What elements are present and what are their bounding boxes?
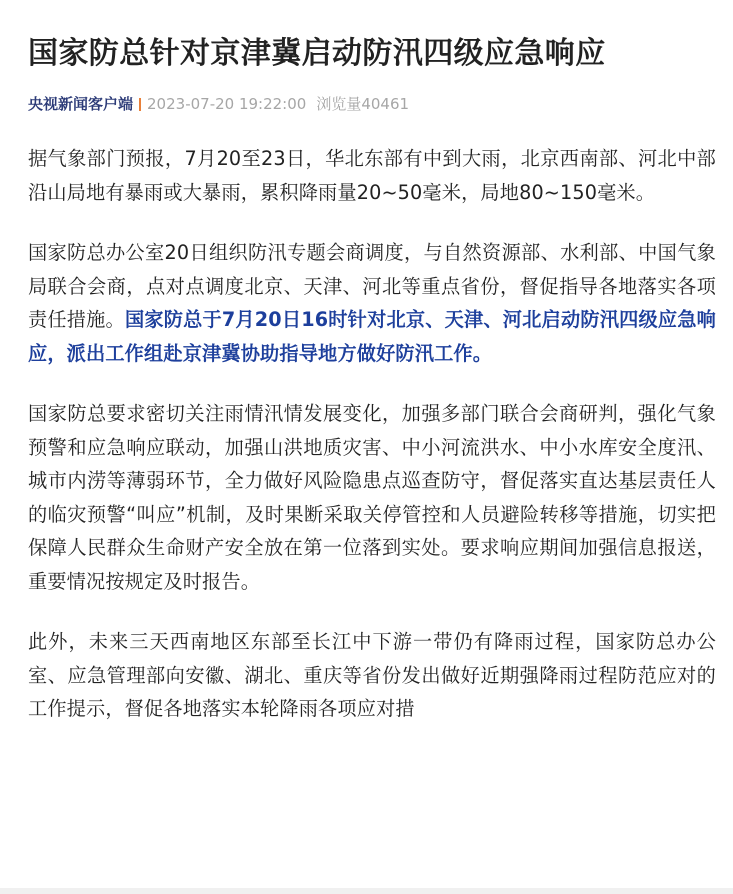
meta-separator <box>139 98 141 111</box>
paragraph-text: 国家防总要求密切关注雨情汛情发展变化，加强多部门联合会商研判，强化气象预警和应急响应联动，加强山洪地质灾害、中小河流洪水、中小水库安全度汛、城市内涝等薄弱环节，全力做好风险隐患点巡查防守，督促落实直达基层责任人的临灾预警“叫应”机制，及时果断采取关停管控和人员避险转移等措施，切实把保障人民群众生命财产安全放在第一位落到实处。要求响应期间加强信息报送，重要情况按规定及时报告。 <box>28 402 716 593</box>
article-source[interactable]: 央视新闻客户端 <box>28 95 134 113</box>
article-paragraph-2 <box>28 236 716 370</box>
article-paragraph-1 <box>28 142 716 209</box>
paragraph-text: 国家防总办公室20日组织防汛专题会商调度，与自然资源部、水利部、中国气象局联合会商，点对点调度北京、天津、河北等重点省份，督促指导各地落实各项责任措施。 <box>28 241 716 331</box>
bottom-bar <box>0 888 733 894</box>
paragraph-emphasis: 国家防总于7月20日16时针对北京、天津、河北启动防汛四级应急响应，派出工作组赴京津冀协助指导地方做好防汛工作。 <box>28 308 716 365</box>
publish-time: 2023-07-20 19:22:00 <box>147 95 307 113</box>
article-meta <box>28 93 716 115</box>
paragraph-text: 据气象部门预报，7月20至23日，华北东部有中到大雨，北京西南部、河北中部沿山局地有暴雨或大暴雨，累积降雨量20~50毫米，局地80~150毫米。 <box>28 147 716 204</box>
article <box>28 0 716 726</box>
article-paragraph-4 <box>28 625 716 726</box>
views-count: 40461 <box>361 95 410 113</box>
paragraph-text: 此外，未来三天西南地区东部至长江中下游一带仍有降雨过程，国家防总办公室、应急管理部向安徽、湖北、重庆等省份发出做好近期强降雨过程防范应对的工作提示，督促各地落实本轮降雨各项应对措 <box>28 630 716 720</box>
article-paragraph-3 <box>28 397 716 598</box>
article-title: 国家防总针对京津冀启动防汛四级应急响应 <box>28 36 606 71</box>
views-label: 浏览量 <box>316 95 362 113</box>
